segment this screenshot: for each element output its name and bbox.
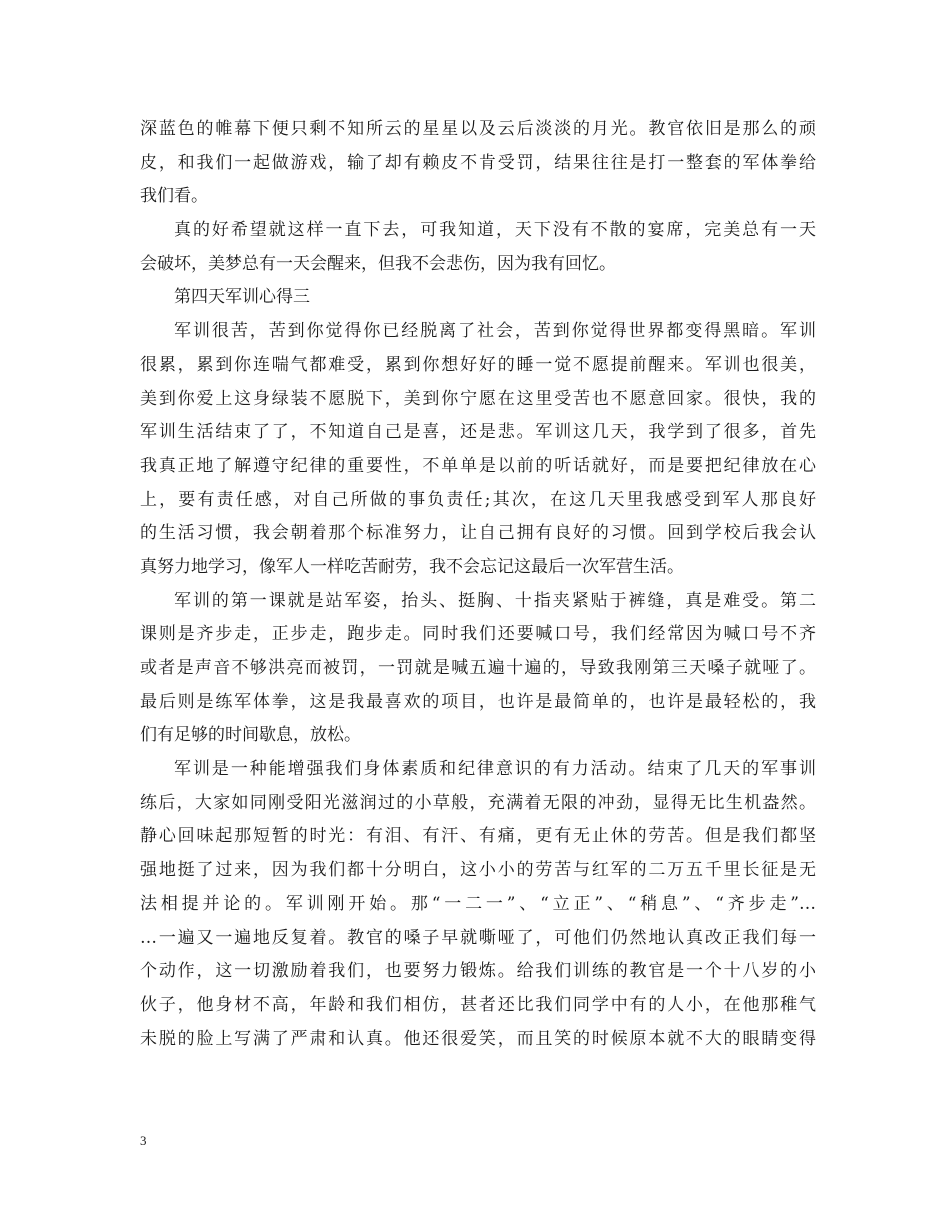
text-line: 我们看。 xyxy=(140,186,208,207)
text-line: 个动作，这一切激励着我们，也要努力锻炼。给我们训练的教官是一个十八岁的小 xyxy=(140,961,816,982)
text-line: 美到你爱上这身绿装不愿脱下，美到你宁愿在这里受苦也不愿意回家。很快，我的 xyxy=(140,388,816,409)
text-line: 很累，累到你连喘气都难受，累到你想好好的睡一觉不愿提前醒来。军训也很美， xyxy=(140,354,816,375)
text-line: 的生活习惯，我会朝着那个标准努力，让自己拥有良好的习惯。回到学校后我会认 xyxy=(140,523,816,544)
text-line: 深蓝色的帷幕下便只剩不知所云的星星以及云后淡淡的月光。教官依旧是那么的顽 xyxy=(140,119,816,139)
text-line: 军训的第一课就是站军姿，抬头、挺胸、十指夹紧贴于裤缝，真是难受。第二 xyxy=(174,590,816,611)
text-line: 或者是声音不够洪亮而被罚，一罚就是喊五遍十遍的，导致我刚第三天嗓子就哑了。 xyxy=(140,658,816,678)
text-line: 静心回味起那短暂的时光：有泪、有汗、有痛，更有无止休的劳苦。但是我们都坚 xyxy=(140,826,816,847)
document-body xyxy=(140,113,816,1056)
page-number: 3 xyxy=(140,1133,147,1148)
text-line: 上，要有责任感，对自己所做的事负责任;其次，在这几天里我感受到军人那良好 xyxy=(140,489,816,510)
text-line: 未脱的脸上写满了严肃和认真。他还很爱笑，而且笑的时候原本就不大的眼睛变得 xyxy=(140,1028,816,1049)
text-line: 皮，和我们一起做游戏，输了却有赖皮不肯受罚，结果往往是打一整套的军体拳给 xyxy=(140,152,816,173)
text-line: 真努力地学习，像军人一样吃苦耐劳，我不会忘记这最后一次军营生活。 xyxy=(140,556,684,577)
text-line: 伙子，他身材不高，年龄和我们相仿，甚者还比我们同学中有的人小，在他那稚气 xyxy=(140,994,816,1015)
text-line: 们有足够的时间歇息，放松。 xyxy=(140,725,361,746)
text-line: 法相提并论的。军训刚开始。那“一二一”、“立正”、“稍息”、“齐步走”… xyxy=(140,893,816,914)
text-line: 我真正地了解遵守纪律的重要性，不单单是以前的听话就好，而是要把纪律放在心 xyxy=(140,455,816,476)
text-line: 课则是齐步走，正步走，跑步走。同时我们还要喊口号，我们经常因为喊口号不齐 xyxy=(140,624,816,645)
text-line: 强地挺了过来，因为我们都十分明白，这小小的劳苦与红军的二万五千里长征是无 xyxy=(140,860,816,881)
text-line: 练后，大家如同刚受阳光滋润过的小草般，充满着无限的冲劲，显得无比生机盎然。 xyxy=(140,792,816,813)
text-line: …一遍又一遍地反复着。教官的嗓子早就嘶哑了，可他们仍然地认真改正我们每一 xyxy=(140,927,816,948)
text-line: 会破坏，美梦总有一天会醒来，但我不会悲伤，因为我有回忆。 xyxy=(140,253,616,274)
text-line: 军训是一种能增强我们身体素质和纪律意识的有力活动。结束了几天的军事训 xyxy=(174,759,816,780)
text-line: 军训生活结束了了，不知道自己是喜，还是悲。军训这几天，我学到了很多，首先 xyxy=(140,422,816,443)
text-line: 军训很苦，苦到你觉得你已经脱离了社会，苦到你觉得世界都变得黑暗。军训 xyxy=(174,321,816,342)
text-line: 最后则是练军体拳，这是我最喜欢的项目，也许是最简单的，也许是最轻松的，我 xyxy=(140,691,816,712)
text-line: 第四天军训心得三 xyxy=(174,287,310,308)
text-line: 真的好希望就这样一直下去，可我知道，天下没有不散的宴席，完美总有一天 xyxy=(174,220,816,241)
